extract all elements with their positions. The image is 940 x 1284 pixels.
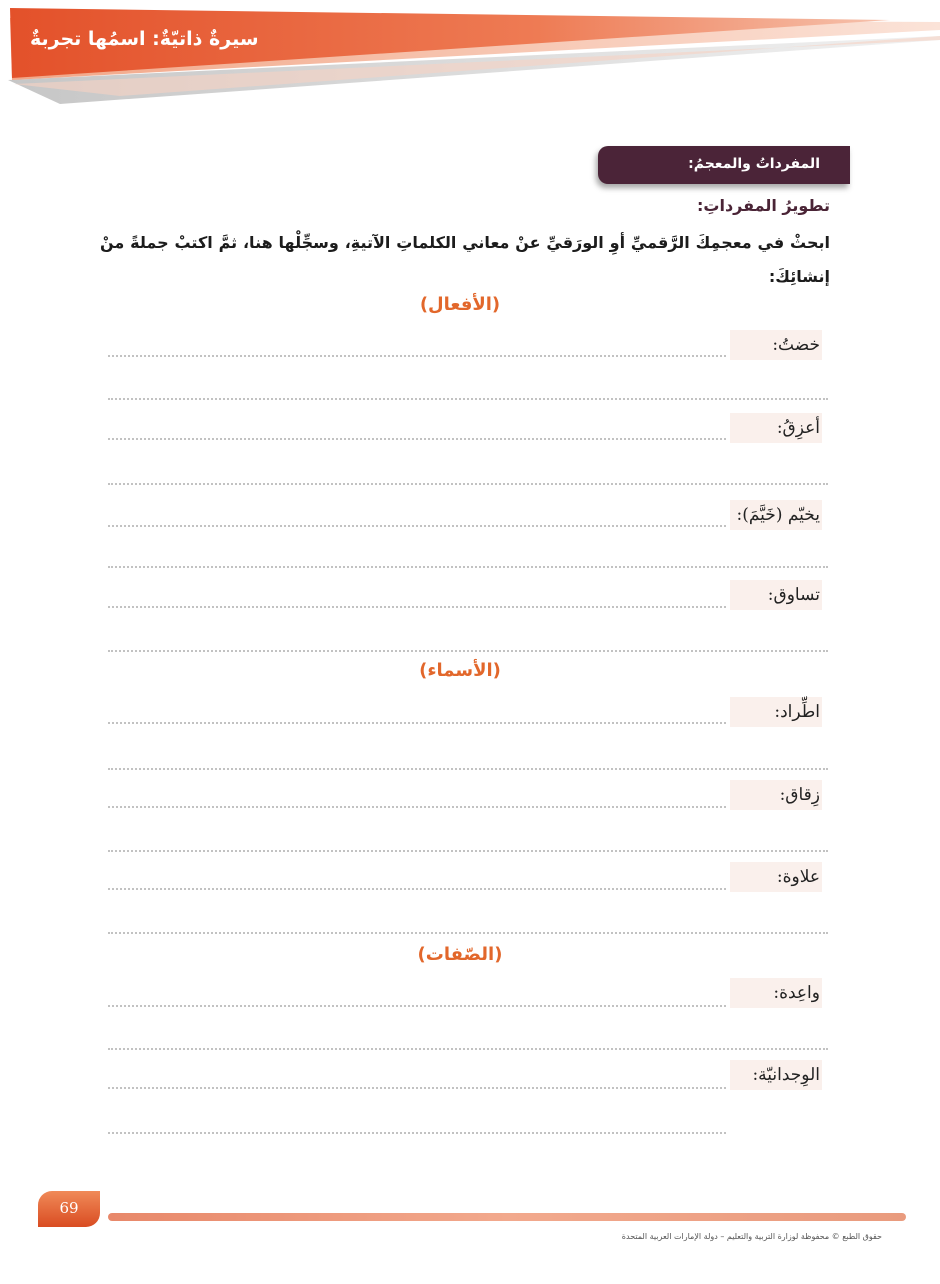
group-title-nouns: (الأسماء)	[419, 660, 501, 681]
group-title-verbs: (الأفعال)	[419, 294, 501, 315]
answer-line[interactable]	[108, 355, 726, 357]
word-label: زِقاق:	[730, 780, 822, 810]
footer-bar	[108, 1213, 906, 1221]
answer-line[interactable]	[108, 525, 726, 527]
answer-line[interactable]	[108, 1087, 726, 1089]
word-label: يخيّم (خَيَّمَ):	[730, 500, 822, 530]
answer-line[interactable]	[108, 932, 828, 934]
section-tab-label: المفرداتُ والمعجمُ:	[688, 156, 820, 172]
answer-line[interactable]	[108, 768, 828, 770]
word-label: تساوق:	[730, 580, 822, 610]
word-label: خضتُ:	[730, 330, 822, 360]
word-label: علاوة:	[730, 862, 822, 892]
sub-heading: تطويرُ المفرداتِ:	[696, 196, 830, 215]
answer-line[interactable]	[108, 1132, 726, 1134]
answer-line[interactable]	[108, 483, 828, 485]
answer-line[interactable]	[108, 650, 828, 652]
answer-line[interactable]	[108, 438, 726, 440]
page-number-badge	[38, 1191, 100, 1227]
answer-line[interactable]	[108, 806, 726, 808]
group-title-adjectives: (الصّفات)	[417, 944, 503, 965]
word-label: اطِّراد:	[730, 697, 822, 727]
header-banner	[0, 0, 940, 130]
answer-line[interactable]	[108, 398, 828, 400]
answer-line[interactable]	[108, 1048, 828, 1050]
word-label: أعزِقُ:	[730, 413, 822, 443]
answer-line[interactable]	[108, 606, 726, 608]
instructions-text: ابحثْ في معجمِكَ الرَّقميِّ أوِ الورَقيِّ عنْ معاني الكلماتِ الآتيةِ، وسجِّلْها هنا، ثمَّ اكتبْ جملةً منْ إنشائِكَ:	[100, 233, 830, 286]
page-number: 69	[59, 1199, 79, 1217]
answer-line[interactable]	[108, 850, 828, 852]
page-header-title: سيرةٌ ذاتيّةٌ: اسمُها تجربةٌ	[30, 28, 259, 50]
word-label: واعِدة:	[730, 978, 822, 1008]
answer-line[interactable]	[108, 888, 726, 890]
answer-line[interactable]	[108, 566, 828, 568]
answer-line[interactable]	[108, 1005, 726, 1007]
word-label: الوِجدانيّة:	[730, 1060, 822, 1090]
answer-line[interactable]	[108, 722, 726, 724]
section-tab	[598, 146, 850, 184]
copyright-text: حقوق الطبع © محفوظة لوزارة التربية والتعليم – دولة الإمارات العربية المتحدة	[621, 1232, 882, 1241]
